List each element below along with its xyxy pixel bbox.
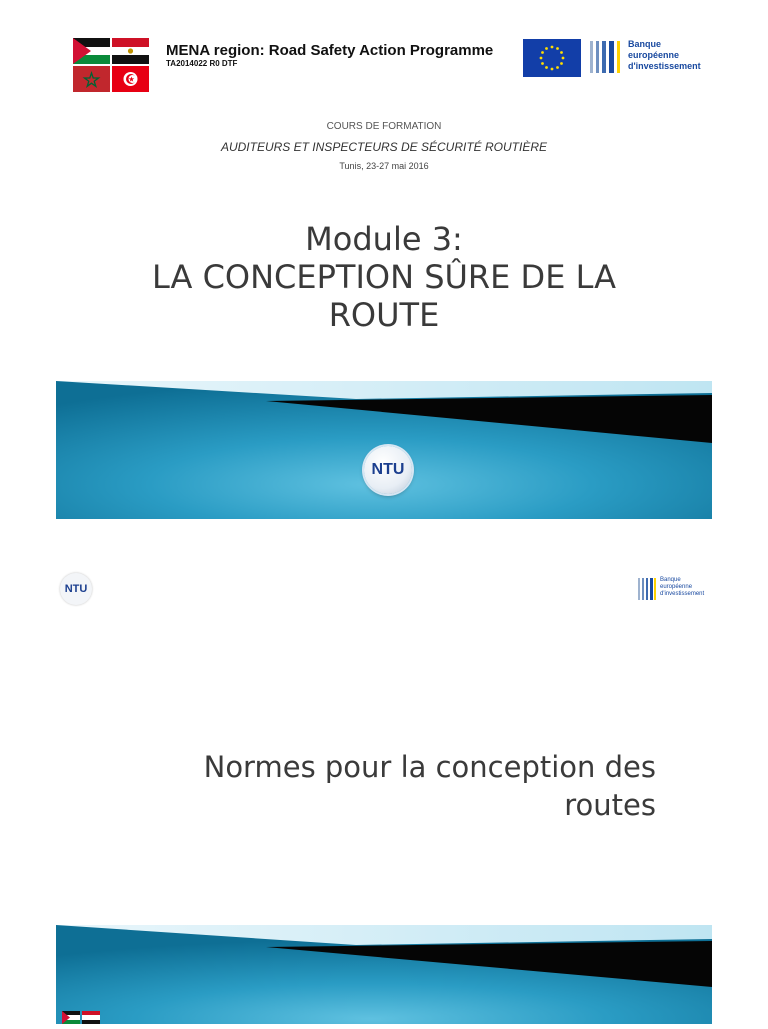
module-title-line: ROUTE [328,296,440,334]
eu-flag-icon [523,39,581,77]
eib-logo-small-icon [638,577,656,601]
country-flags [73,38,149,92]
jordan-flag-icon [73,38,110,64]
module-title-line: Module 3: [305,220,463,258]
course-type: COURS DE FORMATION [326,121,442,132]
programme-title: MENA region: Road Safety Action Programme [166,42,494,59]
module-title-line: LA CONCEPTION SÛRE DE LA [151,258,617,296]
eib-name-line: d'investissement [660,591,705,597]
ntu-logo-small: NTU [60,573,92,605]
eib-name-line: d'investissement [628,61,701,71]
slide-title-line: routes [564,788,656,822]
teal-banner [56,925,712,1024]
tunisia-flag-icon [112,66,149,92]
eib-name-line: Banque [628,39,662,49]
eib-name [628,39,701,72]
eib-name-small [660,577,704,598]
morocco-flag-icon [73,66,110,92]
eib-logo-icon [590,39,622,75]
module-title [0,220,768,334]
slide-title [204,748,656,824]
course-title: AUDITEURS ET INSPECTEURS DE SÉCURITÉ ROUTIÈRE [220,140,548,154]
programme-reference: TA2014022 R0 DTF [166,59,238,68]
course-place-date: Tunis, 23-27 mai 2016 [339,161,429,171]
slide-title-line: Normes pour la conception des [203,750,656,784]
ntu-logo: NTU [364,446,412,494]
country-flags-small [62,1011,100,1024]
eib-name-line: européenne [660,584,693,590]
eib-name-line: Banque [660,577,681,583]
eib-name-line: européenne [628,50,680,60]
egypt-flag-icon [112,38,149,64]
